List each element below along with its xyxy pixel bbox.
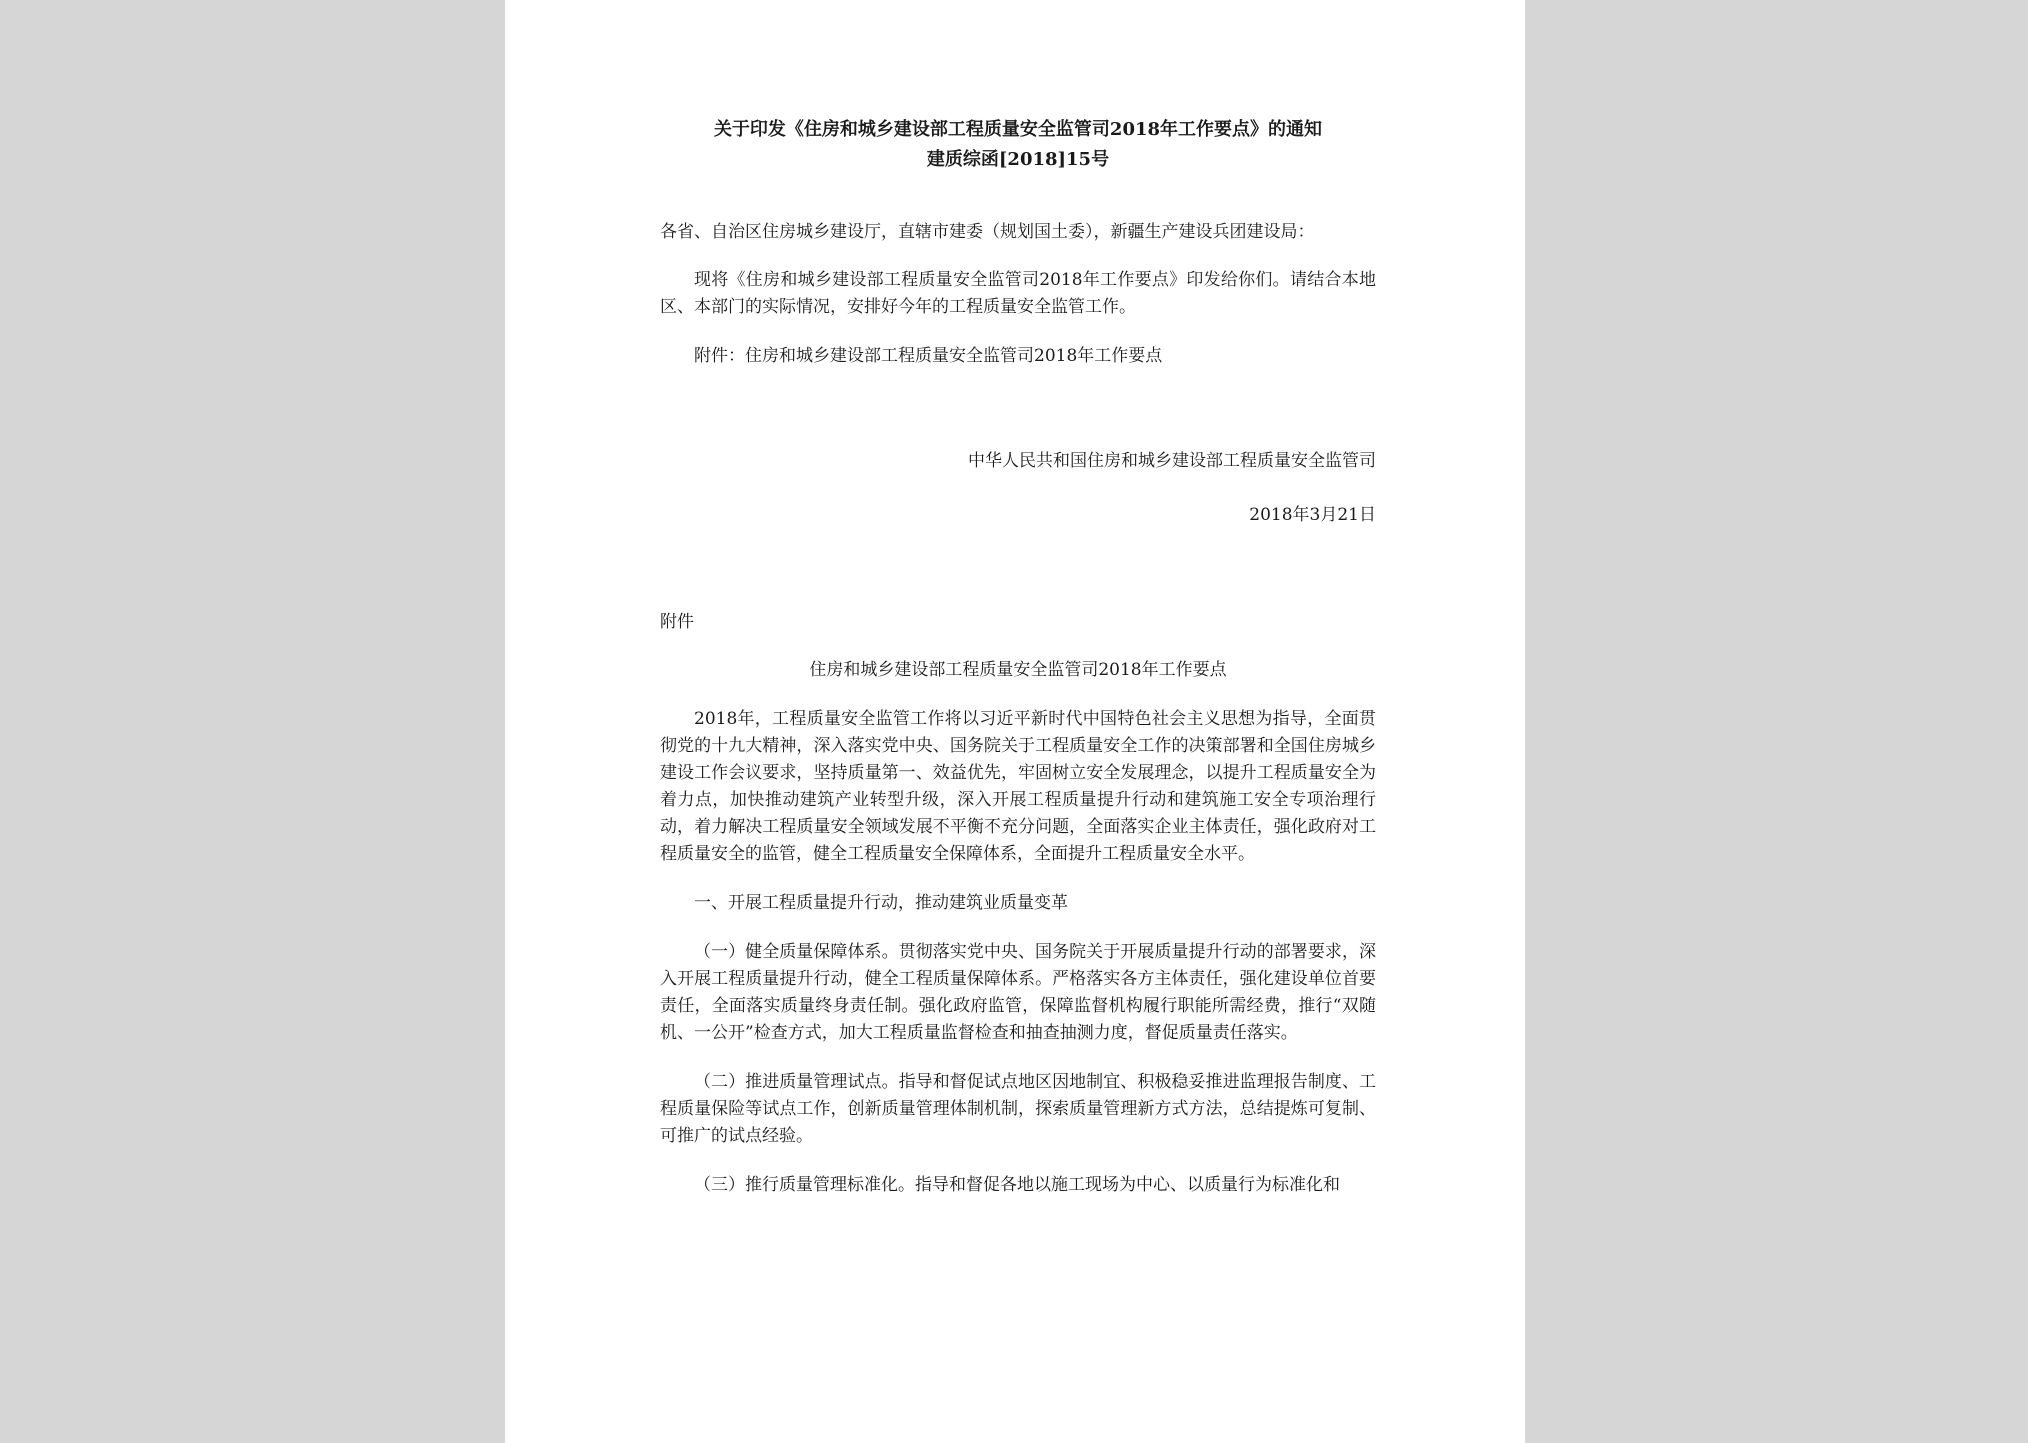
attachment-reference: 附件：住房和城乡建设部工程质量安全监管司2018年工作要点 xyxy=(694,346,1163,366)
attachment-title: 住房和城乡建设部工程质量安全监管司2018年工作要点 xyxy=(809,660,1227,680)
attachment-label: 附件 xyxy=(660,612,694,632)
list-item: （三）推行质量管理标准化。指导和督促各地以施工现场为中心、以质量行为标准化和 xyxy=(694,1175,1340,1195)
body-paragraph: 现将《住房和城乡建设部工程质量安全监管司2018年工作要点》印发给你们。请结合本地区、本部门的实际情况，安排好今年的工程质量安全监管工作。 xyxy=(660,270,1376,317)
section-heading: 一、开展工程质量提升行动，推动建筑业质量变革 xyxy=(694,893,1068,913)
list-item: （一）健全质量保障体系。贯彻落实党中央、国务院关于开展质量提升行动的部署要求，深入开展工程质量提升行动，健全工程质量保障体系。严格落实各方主体责任，强化建设单位首要责任，全面落实质量终身责任制。强化政府监管，保障监督机构履行职能所需经费，推行“双随机、一公开”检查方式，加大工程质量监督检查和抽查抽测力度，督促质量责任落实。 xyxy=(660,942,1376,1043)
list-item: （二）推进质量管理试点。指导和督促试点地区因地制宜、积极稳妥推进监理报告制度、工程质量保险等试点工作，创新质量管理体制机制，探索质量管理新方式方法，总结提炼可复制、可推广的试点经验。 xyxy=(660,1072,1376,1146)
document-number: 建质综函[2018]15号 xyxy=(926,149,1110,170)
page-content xyxy=(660,115,1376,1199)
signature-date: 2018年3月21日 xyxy=(1249,505,1376,525)
addressee: 各省、自治区住房城乡建设厅，直辖市建委（规划国土委），新疆生产建设兵团建设局： xyxy=(660,222,1315,242)
signature-organization: 中华人民共和国住房和城乡建设部工程质量安全监管司 xyxy=(968,451,1376,471)
intro-paragraph: 2018年，工程质量安全监管工作将以习近平新时代中国特色社会主义思想为指导，全面贯彻党的十九大精神，深入落实党中央、国务院关于工程质量安全工作的决策部署和全国住房城乡建设工作会议要求，坚持质量第一、效益优先，牢固树立安全发展理念，以提升工程质量安全为着力点，加快推动建筑产业转型升级，深入开展工程质量提升行动和建筑施工安全专项治理行动，着力解决工程质量安全领域发展不平衡不充分问题，全面落实企业主体责任，强化政府对工程质量安全的监管，健全工程质量安全保障体系，全面提升工程质量安全水平。 xyxy=(660,709,1376,864)
document-page xyxy=(505,0,1525,1443)
document-title: 关于印发《住房和城乡建设部工程质量安全监管司2018年工作要点》的通知 xyxy=(713,119,1323,140)
